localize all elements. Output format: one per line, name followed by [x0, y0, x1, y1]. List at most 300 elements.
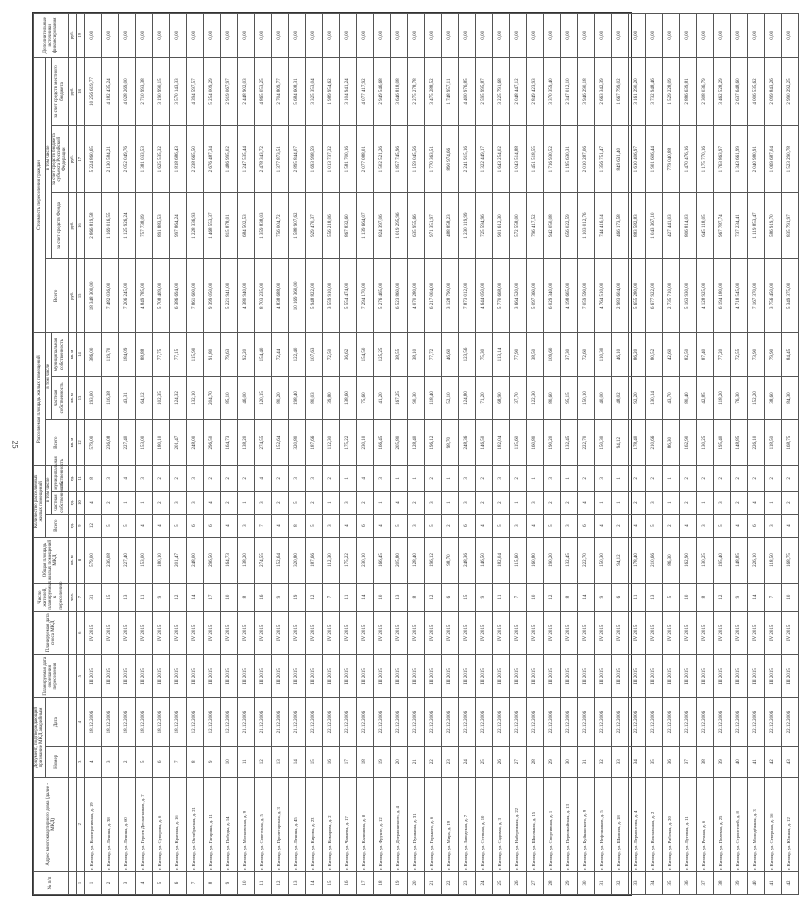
table-cell: 725 594,96 [475, 192, 492, 258]
table-cell: 76,30 [730, 376, 747, 419]
table-cell: 4 [594, 514, 611, 537]
table-cell: 5 [543, 514, 560, 537]
table-cell: 2 735 710,00 [662, 259, 679, 333]
table-cell: 38,60 [764, 376, 781, 419]
table-cell: 187,66 [305, 420, 322, 466]
table-cell: 198,40 [288, 376, 305, 419]
table-cell: 8 [84, 466, 101, 492]
table-row [101, 14, 118, 895]
table-row [458, 14, 475, 895]
table-cell: 6 194 180,00 [713, 259, 730, 333]
table-cell: III 2015 [526, 655, 543, 698]
table-cell: 3 570 143,33 [169, 57, 186, 126]
table-cell: 6 [747, 514, 764, 537]
table-cell: 4 [781, 514, 798, 537]
table-cell: 236,08 [101, 537, 118, 583]
table-cell: 2 990 292,25 [781, 57, 798, 126]
table-cell: 2 [713, 466, 730, 492]
table-cell: 22.12.2006 [322, 698, 339, 747]
table-cell: 5 [645, 514, 662, 537]
header-cost-region: за счет средств бюджета субъекта Российской Федерации [51, 126, 68, 192]
table-cell: 5 [305, 514, 322, 537]
table-cell: 0,00 [441, 14, 458, 58]
column-number: 6 [76, 611, 84, 654]
table-cell: 2 710 993,38 [135, 57, 152, 126]
table-cell: 4 [475, 514, 492, 537]
table-cell: 2 [203, 466, 220, 492]
table-cell: 109,60 [543, 333, 560, 376]
table-cell: 15 [101, 583, 118, 611]
table-cell: 18.12.2006 [84, 698, 101, 747]
table-cell: 3 [424, 491, 441, 514]
table-cell: 26 [509, 872, 526, 895]
unit-cell: руб. [68, 259, 76, 333]
table-cell: 10 [526, 583, 543, 611]
table-cell: 1 588 907,62 [288, 192, 305, 258]
table-cell: 1 529 228,09 [662, 57, 679, 126]
table-cell: 2 [220, 491, 237, 514]
table-cell: 901 612,30 [492, 192, 509, 258]
unit-cell: чел. [68, 583, 76, 611]
table-cell: 116,38 [101, 376, 118, 419]
table-cell: 153,00 [135, 420, 152, 466]
table-cell: III 2015 [135, 655, 152, 698]
table-cell: III 2015 [645, 655, 662, 698]
table-row [220, 14, 237, 895]
header-rooms-in-that: в том числе [45, 466, 51, 515]
table-cell: 3 161 290,20 [628, 57, 645, 126]
table-cell: 4 865 053,25 [254, 57, 271, 126]
table-cell: IV 2015 [764, 611, 781, 654]
table-cell: 190,20 [543, 537, 560, 583]
table-cell: 4 [628, 514, 645, 537]
table-cell: 37,70 [509, 376, 526, 419]
table-row [305, 14, 322, 895]
table-cell: IV 2015 [492, 611, 509, 654]
table-cell: III 2015 [764, 655, 781, 698]
table-cell: 0,00 [220, 14, 237, 58]
address-cell: г. Кизляр, ул. Шамиля, д. 18 [611, 777, 628, 871]
table-cell: 178,40 [628, 420, 645, 466]
column-number: 13 [76, 376, 84, 419]
unit-cell: ед. [68, 514, 76, 537]
table-cell: 4 070 280,00 [407, 259, 424, 333]
table-cell: IV 2015 [662, 611, 679, 654]
table-cell: 248,36 [458, 537, 475, 583]
address-cell: г. Кизляр, ул. Московская, д. 9 [237, 777, 254, 871]
table-cell: 11 [492, 583, 509, 611]
table-cell: 824 397,06 [373, 192, 390, 258]
table-cell: 1 [696, 491, 713, 514]
table-cell: 36 [679, 872, 696, 895]
table-cell: 2 [271, 491, 288, 514]
table-cell: III 2015 [220, 655, 237, 698]
table-cell: 3 664 520,00 [509, 259, 526, 333]
table-cell: IV 2015 [696, 611, 713, 654]
table-cell: 0,00 [526, 14, 543, 58]
table-cell: IV 2015 [390, 611, 407, 654]
table-cell: 4 077 417,92 [356, 57, 373, 126]
table-cell: 37 [679, 746, 696, 777]
table-cell: IV 2015 [594, 611, 611, 654]
table-cell: 1 [237, 491, 254, 514]
header-extra: Дополнительные источники финансирования [34, 14, 69, 58]
table-cell: 77,20 [713, 333, 730, 376]
unit-cell: кв. м [68, 420, 76, 466]
table-cell: 3 [339, 491, 356, 514]
table-cell: 2 [356, 491, 373, 514]
address-cell: г. Кизляр, ул. Заводская, д. 7 [458, 777, 475, 871]
header-area-in-that: в том числе [45, 333, 51, 420]
table-cell: 2 895 844,07 [288, 126, 305, 192]
table-cell: 128,40 [407, 537, 424, 583]
table-cell: 13 [118, 583, 135, 611]
table-cell: 77,72 [424, 333, 441, 376]
table-cell: 4 [390, 491, 407, 514]
table-cell: 30 [577, 872, 594, 895]
table-row [356, 14, 373, 895]
table-cell: 3 [543, 466, 560, 492]
table-cell: 187,66 [305, 537, 322, 583]
table-cell: III 2015 [747, 655, 764, 698]
table-cell: III 2015 [713, 655, 730, 698]
table-cell: 19 [390, 872, 407, 895]
table-cell: 124,80 [458, 376, 475, 419]
table-cell: 3 [764, 514, 781, 537]
table-row [577, 14, 594, 895]
table-cell: 274,55 [254, 537, 271, 583]
header-address: Адрес многоквартирного дома (далее - МКД) [34, 777, 69, 871]
table-cell: IV 2015 [458, 611, 475, 654]
table-cell: 2 077 088,01 [356, 126, 373, 192]
table-cell: 75,30 [475, 333, 492, 376]
table-cell: 2 [781, 466, 798, 492]
table-cell: 3 [101, 746, 118, 777]
table-cell: 4 [220, 514, 237, 537]
table-cell: 25 [475, 746, 492, 777]
address-cell: г. Кизляр, ул. Набережная, д. 22 [509, 777, 526, 871]
table-cell: 579,00 [84, 537, 101, 583]
table-cell: 4 [203, 491, 220, 514]
table-cell: 1 716 930,52 [543, 126, 560, 192]
table-cell: IV 2015 [101, 611, 118, 654]
table-cell: 148,85 [730, 537, 747, 583]
table-cell: 2 [611, 514, 628, 537]
table-cell: IV 2015 [322, 611, 339, 654]
table-cell: 21 [407, 746, 424, 777]
table-cell: 3 [169, 491, 186, 514]
table-row [152, 14, 169, 895]
table-cell: 645 118,05 [696, 192, 713, 258]
table-cell: 0,00 [594, 14, 611, 58]
column-number: 15 [76, 259, 84, 333]
table-cell: 5 708 409,00 [152, 259, 169, 333]
table-cell: 929 470,37 [305, 192, 322, 258]
table-cell: 4 838 688,00 [271, 259, 288, 333]
table-cell: 2 [492, 491, 509, 514]
table-cell: 0,00 [560, 14, 577, 58]
table-cell: 28 [543, 872, 560, 895]
table-cell: 21.12.2006 [271, 698, 288, 747]
table-cell: 1 818 686,43 [169, 126, 186, 192]
table-cell: 22.12.2006 [543, 698, 560, 747]
table-cell: 2 238 665,50 [186, 126, 203, 192]
table-cell: 0,00 [747, 14, 764, 58]
table-cell: 120,15 [254, 376, 271, 419]
table-cell: 41 [764, 872, 781, 895]
table-cell: 71,20 [475, 376, 492, 419]
table-cell: 320,80 [288, 420, 305, 466]
table-cell: 22.12.2006 [305, 698, 322, 747]
table-cell: IV 2015 [271, 611, 288, 654]
table-cell: 22.12.2006 [373, 698, 390, 747]
table-cell: 2 [441, 514, 458, 537]
table-row [186, 14, 203, 895]
address-cell: г. Кизляр, ул. Ленина, д. 38 [101, 777, 118, 871]
table-cell: 92,20 [237, 333, 254, 376]
table-cell: 102,35 [152, 376, 169, 419]
table-cell: 8 [560, 583, 577, 611]
table-cell: 84,45 [781, 333, 798, 376]
table-cell: 2 052 049,76 [118, 126, 135, 192]
column-number: 9 [76, 514, 84, 537]
table-cell: IV 2015 [526, 611, 543, 654]
table-cell: 6 [203, 514, 220, 537]
table-cell: 164,73 [220, 537, 237, 583]
table-cell: 77,75 [152, 333, 169, 376]
table-header [34, 14, 85, 895]
table-cell: 18.12.2006 [101, 698, 118, 747]
table-cell: 5 [101, 514, 118, 537]
table-cell: 779 040,88 [662, 126, 679, 192]
table-cell: 112,30 [322, 420, 339, 466]
table-cell: IV 2015 [305, 611, 322, 654]
table-cell: 0,00 [577, 14, 594, 58]
table-row [135, 14, 152, 895]
table-cell: 2 886 639,81 [679, 57, 696, 126]
table-cell: 756 004,72 [271, 192, 288, 258]
table-cell: IV 2015 [560, 611, 577, 654]
table-cell: 3 325 353,04 [305, 57, 322, 126]
table-cell: 205,80 [390, 537, 407, 583]
table-cell: 4 [84, 746, 101, 777]
table-cell: 967 787,74 [713, 192, 730, 258]
table-cell: 39 [713, 746, 730, 777]
table-cell: 9 [594, 583, 611, 611]
table-cell: 1 763 863,97 [713, 126, 730, 192]
table-cell: 227,40 [118, 537, 135, 583]
table-cell: 2 040 980,91 [747, 126, 764, 192]
table-cell: 3 [322, 514, 339, 537]
table-cell: IV 2015 [220, 611, 237, 654]
table-row [662, 14, 679, 895]
header-area-municipal: муниципальная собственность [51, 333, 68, 376]
table-cell: 150,30 [594, 420, 611, 466]
table-cell: 227,40 [118, 420, 135, 466]
table-cell: 22 [424, 746, 441, 777]
column-number: 19 [76, 14, 84, 58]
table-cell: 10 [781, 583, 798, 611]
table-cell: 10 [220, 746, 237, 777]
table-row [390, 14, 407, 895]
table-cell: 796 417,52 [526, 192, 543, 258]
table-cell: 2 [169, 466, 186, 492]
table-cell: 90,30 [407, 376, 424, 419]
table-cell: 1 [662, 491, 679, 514]
column-number: 14 [76, 333, 84, 376]
table-cell: 1 [407, 466, 424, 492]
resettlement-table [33, 13, 799, 895]
table-cell: 4 400 976,85 [458, 57, 475, 126]
column-number: 5 [76, 655, 84, 698]
table-cell: 1 069 687,04 [764, 126, 781, 192]
table-cell: 28 [526, 746, 543, 777]
table-cell: 9 [730, 583, 747, 611]
table-cell: 152,64 [271, 537, 288, 583]
table-cell: 1 [662, 466, 679, 492]
table-cell: 3 [560, 514, 577, 537]
table-cell: 46,10 [611, 333, 628, 376]
table-cell: 2 [730, 491, 747, 514]
table-cell: 5 948 822,00 [305, 259, 322, 333]
header-cost-group: Стоимость переселения граждан [34, 57, 46, 333]
table-cell: 5 [135, 746, 152, 777]
table-cell: 466 173,58 [611, 192, 628, 258]
table-cell: 1 901 606,44 [645, 126, 662, 192]
unit-cell: кв. м [68, 376, 76, 419]
table-cell: IV 2015 [509, 611, 526, 654]
column-number: 18 [76, 57, 84, 126]
table-cell: 12 [424, 583, 441, 611]
table-cell: 180,10 [152, 420, 169, 466]
table-cell: 18 [373, 872, 390, 895]
table-cell: 12.12.2006 [186, 698, 203, 747]
table-cell: 3 [713, 491, 730, 514]
table-cell: 1 [339, 466, 356, 492]
table-cell: 806 814,03 [679, 192, 696, 258]
table-cell: 757 738,09 [135, 192, 152, 258]
table-cell: IV 2015 [254, 611, 271, 654]
table-cell: 14 [305, 872, 322, 895]
table-cell: 3 646 818,08 [390, 57, 407, 126]
table-cell: 1 247 535,44 [237, 126, 254, 192]
table-cell: 2 704 809,77 [271, 57, 288, 126]
table-cell: III 2015 [203, 655, 220, 698]
table-cell: 16 [339, 872, 356, 895]
table-cell: 31 [84, 583, 101, 611]
table-cell: 86,30 [662, 537, 679, 583]
address-cell: г. Кизляр, ул. Калинина, д. 8 [356, 777, 373, 871]
header-area: Общая площадь жилых помещений МКД [34, 537, 69, 583]
table-cell: 113,14 [492, 333, 509, 376]
header-doc-date: Дата [45, 698, 68, 747]
table-cell: 1 359 838,03 [254, 192, 271, 258]
table-cell: 0,00 [254, 14, 271, 58]
table-cell: 6 [611, 583, 628, 611]
table-cell: 2 [118, 746, 135, 777]
table-cell: 3 [458, 466, 475, 492]
table-cell: 2 [152, 466, 169, 492]
table-cell: 5 276 465,00 [373, 259, 390, 333]
table-cell: 17 [356, 872, 373, 895]
table-cell: 3 104 941,24 [339, 57, 356, 126]
table-cell: 6 [577, 514, 594, 537]
table-cell: 11 [628, 583, 645, 611]
table-cell: 1 989 954,62 [322, 57, 339, 126]
table-cell: 5 554 474,00 [339, 259, 356, 333]
table-cell: 0,00 [764, 14, 781, 58]
table-cell: 0,00 [730, 14, 747, 58]
table-cell: 36 [662, 746, 679, 777]
table-cell: 8 [203, 872, 220, 895]
table-cell: 20 [390, 746, 407, 777]
table-cell: 12 [84, 514, 101, 537]
table-cell: 168,75 [781, 537, 798, 583]
table-cell: 4 394 597,57 [186, 57, 203, 126]
table-cell: 1 195 630,31 [560, 126, 577, 192]
header-area-group: Расселяемая площадь жилых помещений [34, 333, 46, 466]
table-cell: 5 [492, 514, 509, 537]
table-cell: III 2015 [509, 655, 526, 698]
table-cell: 12 [169, 583, 186, 611]
header-area-private: частная собственность [51, 376, 68, 419]
table-cell: 556 218,06 [322, 192, 339, 258]
column-number: 16 [76, 192, 84, 258]
table-cell: 73,90 [747, 333, 764, 376]
table-cell: 77,90 [509, 333, 526, 376]
table-cell: 1 043 367,10 [645, 192, 662, 258]
table-row [475, 14, 492, 895]
table-cell: 2 [271, 466, 288, 492]
table-cell: 82,50 [679, 333, 696, 376]
address-cell: г. Кизляр, ул. Октябрьская, д. 21 [186, 777, 203, 871]
table-cell: 195,40 [713, 537, 730, 583]
table-cell: 6 217 004,00 [424, 259, 441, 333]
table-cell: IV 2015 [543, 611, 560, 654]
table-cell: 12 [305, 583, 322, 611]
address-cell: г. Кизляр, ул. Спортивная, д. 1 [543, 777, 560, 871]
table-cell: 24 [458, 746, 475, 777]
table-cell: 4 [577, 491, 594, 514]
table-cell: 3 559 910,00 [322, 259, 339, 333]
table-row [118, 14, 135, 895]
table-cell: 154,40 [254, 333, 271, 376]
table-cell: 22.12.2006 [458, 698, 475, 747]
table-cell: 1 [509, 491, 526, 514]
address-cell: г. Кизляр, ул. Кооперативная, д. 19 [84, 777, 101, 871]
table-cell: 31 [577, 746, 594, 777]
table-row [169, 14, 186, 895]
table-cell: 5 [390, 514, 407, 537]
table-cell: 2 [764, 466, 781, 492]
table-cell: 167,25 [390, 376, 407, 419]
table-cell: 4 [356, 466, 373, 492]
table-cell: III 2015 [186, 655, 203, 698]
table-cell: 24 [475, 872, 492, 895]
document-page [32, 12, 792, 896]
table-cell: 815 878,01 [220, 192, 237, 258]
table-cell: 190,20 [543, 420, 560, 466]
table-cell: 230,10 [356, 537, 373, 583]
table-cell: 80,40 [679, 376, 696, 419]
address-cell: г. Кизляр, ул. Буйнакского, д. 9 [577, 777, 594, 871]
table-cell: 80,60 [543, 376, 560, 419]
address-cell: г. Кизляр, ул. Фрунзе, д. 12 [373, 777, 390, 871]
table-cell: IV 2015 [730, 611, 747, 654]
table-row [254, 14, 271, 895]
table-cell: 5 224 860,65 [84, 126, 101, 192]
header-rooms-group: Количество расселяемых жилых помещений [34, 466, 46, 537]
